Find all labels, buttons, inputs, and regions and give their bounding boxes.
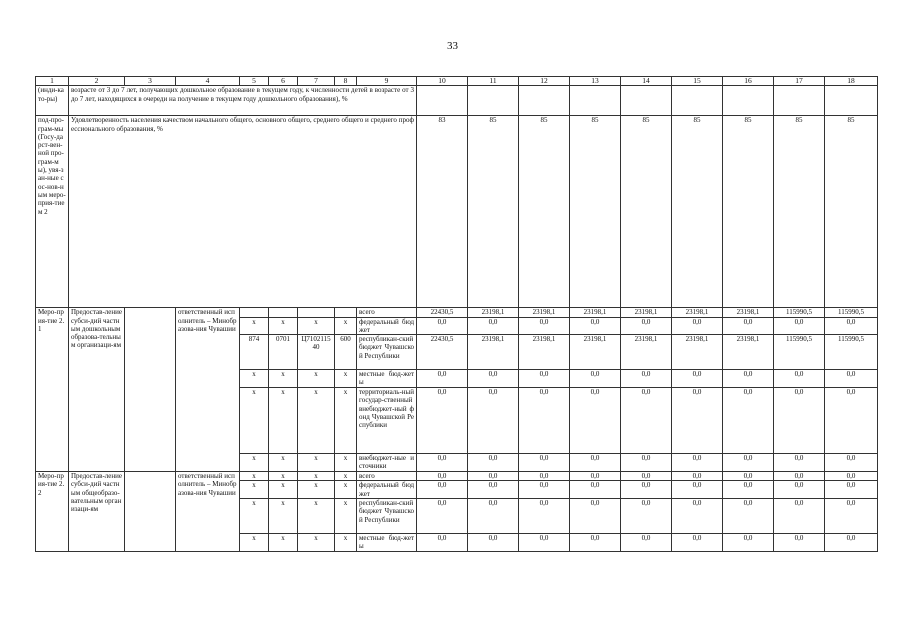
funding-value: 0,0 (774, 481, 825, 499)
event-col3-empty (125, 308, 176, 472)
budget-code: x (298, 317, 335, 335)
funding-value: 0,0 (723, 454, 774, 472)
funding-value: 23198,1 (519, 335, 570, 370)
event-name: Меро-прия-тие 2.1 (36, 308, 69, 472)
funding-value: 0,0 (417, 454, 468, 472)
budget-code: 600 (335, 335, 357, 370)
budget-code: x (335, 454, 357, 472)
funding-value: 0,0 (519, 370, 570, 388)
funding-source: всего (357, 308, 417, 317)
budget-code: x (269, 370, 298, 388)
funding-source: всего (357, 472, 417, 481)
funding-value: 23198,1 (468, 308, 519, 317)
budget-code: x (240, 481, 269, 499)
budget-code: x (240, 454, 269, 472)
funding-value: 0,0 (723, 481, 774, 499)
funding-value: 23198,1 (468, 335, 519, 370)
funding-value: 0,0 (825, 370, 878, 388)
budget-code: x (240, 534, 269, 552)
funding-value: 23198,1 (621, 335, 672, 370)
funding-value: 115990,5 (825, 308, 878, 317)
funding-value: 0,0 (417, 499, 468, 534)
budget-code: x (335, 370, 357, 388)
budget-code: x (298, 534, 335, 552)
indicator-label: (инди-като-ры) (36, 86, 69, 116)
indicator-value (468, 86, 519, 116)
event-name: Меро-прия-тие 2.2 (36, 472, 69, 552)
funding-value: 0,0 (774, 317, 825, 335)
column-number-cell: 8 (335, 77, 357, 86)
funding-value: 0,0 (570, 534, 621, 552)
budget-code: x (335, 317, 357, 335)
budget-code: x (240, 499, 269, 534)
column-number-cell: 6 (269, 77, 298, 86)
column-number-row (36, 77, 878, 86)
column-number-cell: 11 (468, 77, 519, 86)
funding-value: 0,0 (825, 499, 878, 534)
event-title: Предостав-ление субси-дий частным общеобразо-вательным организаци-ям (69, 472, 125, 552)
budget-code: x (269, 454, 298, 472)
funding-value: 0,0 (570, 317, 621, 335)
funding-value: 0,0 (519, 472, 570, 481)
program-table (35, 76, 878, 552)
indicator-value: 85 (570, 116, 621, 308)
column-number-cell: 13 (570, 77, 621, 86)
funding-value: 0,0 (672, 388, 723, 454)
indicator-value (621, 86, 672, 116)
column-number-cell: 10 (417, 77, 468, 86)
budget-code: 874 (240, 335, 269, 370)
budget-code: x (335, 472, 357, 481)
funding-value: 0,0 (672, 317, 723, 335)
funding-value: 0,0 (468, 472, 519, 481)
budget-code: x (269, 317, 298, 335)
column-number-cell: 4 (176, 77, 240, 86)
indicator-value: 85 (672, 116, 723, 308)
column-number-cell: 9 (357, 77, 417, 86)
funding-value: 0,0 (774, 534, 825, 552)
funding-value: 0,0 (621, 481, 672, 499)
column-number-cell: 5 (240, 77, 269, 86)
event-responsible: ответственный исполнитель – Минобразова-ния Чувашии (176, 472, 240, 552)
event-title: Предостав-ление субси-дий частным дошкольным образова-тельным организаци-ям (69, 308, 125, 472)
column-number-cell: 2 (69, 77, 125, 86)
funding-value: 0,0 (519, 481, 570, 499)
budget-code: x (298, 388, 335, 454)
event-col3-empty (125, 472, 176, 552)
funding-value: 0,0 (774, 499, 825, 534)
funding-value: 0,0 (825, 534, 878, 552)
indicator-value: 85 (519, 116, 570, 308)
funding-value: 0,0 (417, 317, 468, 335)
funding-value: 115990,5 (774, 308, 825, 317)
budget-code: x (335, 481, 357, 499)
funding-value: 0,0 (723, 472, 774, 481)
funding-value: 0,0 (519, 499, 570, 534)
column-number-cell: 3 (125, 77, 176, 86)
funding-value: 0,0 (723, 317, 774, 335)
budget-code: x (240, 472, 269, 481)
column-number-cell: 17 (774, 77, 825, 86)
funding-value: 0,0 (468, 534, 519, 552)
funding-value: 0,0 (621, 472, 672, 481)
funding-value: 23198,1 (723, 335, 774, 370)
funding-value: 0,0 (621, 534, 672, 552)
budget-code (240, 308, 269, 317)
funding-source: республикан-ский бюджет Чувашской Республики (357, 499, 417, 534)
indicator-value (417, 86, 468, 116)
funding-value: 0,0 (825, 454, 878, 472)
indicator-text: Удовлетворенность населения качеством начального общего, основного общего, среднего общего и среднего профессионального образования, % (69, 116, 417, 308)
funding-value: 0,0 (672, 534, 723, 552)
funding-value: 0,0 (825, 472, 878, 481)
funding-value: 22430,5 (417, 335, 468, 370)
funding-value: 0,0 (672, 454, 723, 472)
table-body (36, 77, 878, 552)
budget-code: x (335, 534, 357, 552)
funding-value: 0,0 (519, 454, 570, 472)
funding-value: 0,0 (774, 370, 825, 388)
funding-value: 0,0 (672, 481, 723, 499)
indicator-label: под-про-грам-мы (Госу-дарст-вен-ной про-грам-мы), увя-зан-ные с ос-нов-ным меро-прия-тием 2 (36, 116, 69, 308)
funding-value: 0,0 (417, 370, 468, 388)
funding-value: 0,0 (774, 472, 825, 481)
budget-code: x (269, 388, 298, 454)
budget-code: x (298, 481, 335, 499)
funding-value: 0,0 (672, 499, 723, 534)
indicator-row (36, 116, 878, 308)
event-responsible: ответственный исполнитель – Минобразова-ния Чувашии (176, 308, 240, 472)
budget-code (269, 308, 298, 317)
column-number-cell: 14 (621, 77, 672, 86)
column-number-cell: 12 (519, 77, 570, 86)
indicator-value (672, 86, 723, 116)
funding-value: 0,0 (417, 472, 468, 481)
indicator-value (570, 86, 621, 116)
funding-value: 115990,5 (774, 335, 825, 370)
budget-code: x (335, 499, 357, 534)
event-row (36, 472, 878, 481)
indicator-value: 85 (468, 116, 519, 308)
funding-value: 0,0 (723, 370, 774, 388)
budget-code: x (269, 534, 298, 552)
budget-code: x (298, 370, 335, 388)
funding-value: 23198,1 (723, 308, 774, 317)
funding-source: местные бюд-жеты (357, 370, 417, 388)
funding-source: федеральный бюджет (357, 317, 417, 335)
funding-source: внебюджет-ные источники (357, 454, 417, 472)
funding-value: 0,0 (723, 499, 774, 534)
funding-value: 23198,1 (621, 308, 672, 317)
budget-code: x (335, 388, 357, 454)
indicator-value: 83 (417, 116, 468, 308)
funding-source: территориаль-ный государ-ственный внебюджет-ный фонд Чувашской Республики (357, 388, 417, 454)
funding-value: 0,0 (672, 472, 723, 481)
indicator-value: 85 (774, 116, 825, 308)
indicator-value: 85 (825, 116, 878, 308)
budget-code (335, 308, 357, 317)
funding-source: местные бюд-жеты (357, 534, 417, 552)
funding-value: 0,0 (468, 481, 519, 499)
page-number: 33 (447, 40, 458, 52)
budget-code: 0701 (269, 335, 298, 370)
funding-value: 0,0 (519, 388, 570, 454)
funding-value: 0,0 (621, 388, 672, 454)
funding-value: 23198,1 (570, 308, 621, 317)
budget-code: x (298, 499, 335, 534)
funding-value: 0,0 (468, 388, 519, 454)
funding-value: 0,0 (468, 370, 519, 388)
funding-value: 23198,1 (519, 308, 570, 317)
funding-value: 0,0 (570, 499, 621, 534)
funding-source: федеральный бюджет (357, 481, 417, 499)
funding-value: 0,0 (417, 534, 468, 552)
funding-value: 0,0 (825, 317, 878, 335)
funding-value: 23198,1 (672, 335, 723, 370)
funding-value: 0,0 (723, 534, 774, 552)
funding-value: 0,0 (672, 370, 723, 388)
funding-value: 23198,1 (672, 308, 723, 317)
funding-value: 0,0 (570, 481, 621, 499)
funding-value: 0,0 (468, 499, 519, 534)
funding-value: 0,0 (570, 454, 621, 472)
funding-value: 0,0 (570, 388, 621, 454)
indicator-value: 85 (723, 116, 774, 308)
indicator-value (774, 86, 825, 116)
funding-value: 0,0 (621, 317, 672, 335)
funding-value: 0,0 (468, 317, 519, 335)
column-number-cell: 15 (672, 77, 723, 86)
funding-value: 0,0 (519, 534, 570, 552)
budget-code: x (240, 370, 269, 388)
funding-value: 0,0 (825, 388, 878, 454)
funding-value: 0,0 (774, 388, 825, 454)
indicator-value (825, 86, 878, 116)
column-number-cell: 18 (825, 77, 878, 86)
funding-source: республикан-ский бюджет Чувашской Республики (357, 335, 417, 370)
indicator-value: 85 (621, 116, 672, 308)
budget-code (298, 308, 335, 317)
funding-value: 0,0 (621, 454, 672, 472)
funding-value: 115990,5 (825, 335, 878, 370)
budget-code: x (240, 388, 269, 454)
budget-code: Ц710211540 (298, 335, 335, 370)
funding-value: 0,0 (621, 499, 672, 534)
funding-value: 0,0 (570, 472, 621, 481)
budget-code: x (298, 454, 335, 472)
indicator-value (723, 86, 774, 116)
funding-value: 0,0 (417, 388, 468, 454)
budget-code: x (298, 472, 335, 481)
indicator-text: возрасте от 3 до 7 лет, получающих дошкольное образование в текущем году, к численности детей в возрасте от 3 до 7 лет, находящихся в очереди на получение в текущем году дошкольного образования), % (69, 86, 417, 116)
funding-value: 0,0 (570, 370, 621, 388)
budget-code: x (240, 317, 269, 335)
funding-value: 23198,1 (570, 335, 621, 370)
funding-value: 0,0 (468, 454, 519, 472)
indicator-value (519, 86, 570, 116)
budget-code: x (269, 472, 298, 481)
column-number-cell: 16 (723, 77, 774, 86)
indicator-row (36, 86, 878, 116)
budget-code: x (269, 481, 298, 499)
funding-value: 0,0 (417, 481, 468, 499)
funding-value: 0,0 (825, 481, 878, 499)
funding-value: 0,0 (774, 454, 825, 472)
funding-value: 0,0 (621, 370, 672, 388)
column-number-cell: 1 (36, 77, 69, 86)
funding-value: 0,0 (519, 317, 570, 335)
column-number-cell: 7 (298, 77, 335, 86)
funding-value: 22430,5 (417, 308, 468, 317)
event-row (36, 308, 878, 317)
budget-code: x (269, 499, 298, 534)
funding-value: 0,0 (723, 388, 774, 454)
